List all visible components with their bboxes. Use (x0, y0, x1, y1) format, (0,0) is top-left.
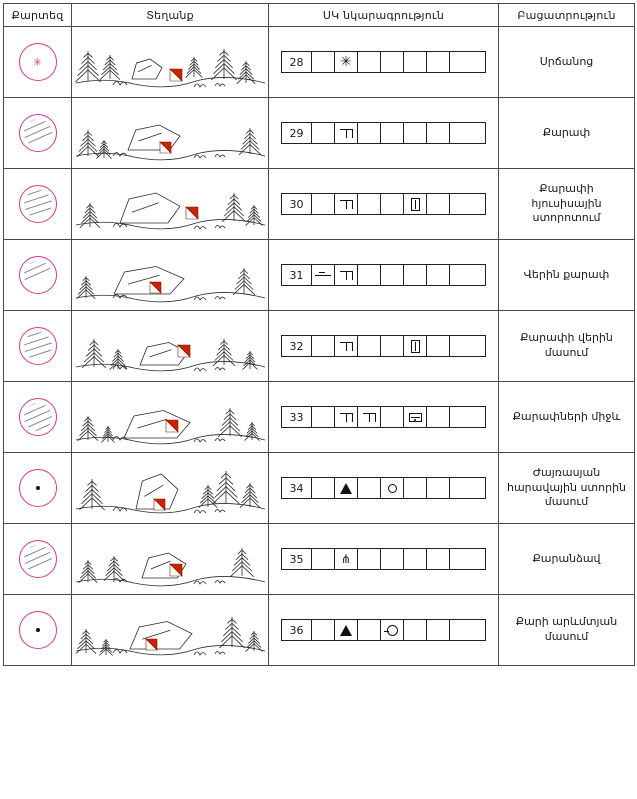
map-hatch-icon (24, 261, 52, 289)
cliff-icon (339, 129, 354, 138)
map-circle-symbol (19, 185, 57, 223)
map-circle-symbol (19, 540, 57, 578)
circle-wrapper (4, 540, 71, 578)
map-circle-symbol (19, 114, 57, 152)
map-circle-symbol (19, 43, 57, 81)
explanation-cell (499, 240, 635, 311)
terrain-cell (72, 240, 269, 311)
control-symbol-cell (427, 620, 450, 640)
control-symbol-cell (335, 478, 358, 498)
terrain-cell (72, 169, 269, 240)
control-symbol-cell (450, 620, 473, 640)
terrain-cell (72, 453, 269, 524)
control-symbol-cell (335, 549, 358, 569)
table-row (4, 98, 635, 169)
control-symbol-cell (404, 52, 427, 72)
control-symbol-cell (312, 407, 335, 427)
terrain-sketch (74, 313, 267, 379)
map-cell (4, 382, 72, 453)
map-circle-symbol (19, 327, 57, 365)
control-symbol-cell (450, 265, 473, 285)
explanation-text: Սրճանոց (539, 54, 594, 68)
control-symbol-cell (404, 620, 427, 640)
control-symbol-cell (358, 123, 381, 143)
control-symbol-cell (427, 336, 450, 356)
map-cell (4, 169, 72, 240)
foot-of-feature-icon (411, 340, 420, 353)
circle-wrapper (4, 469, 71, 507)
control-symbol-cell (404, 549, 427, 569)
map-cell (4, 524, 72, 595)
explanation-text: Քարափի հյուսիսային ստորոտում (531, 181, 602, 225)
circle-wrapper (4, 398, 71, 436)
control-symbol-cell (335, 265, 358, 285)
control-symbol-cell (381, 407, 404, 427)
column-header-terrain: Տեղանք (72, 4, 269, 27)
table-row (4, 169, 635, 240)
map-cell (4, 240, 72, 311)
table-row (4, 240, 635, 311)
map-circle-symbol (19, 398, 57, 436)
control-symbol-cell (358, 620, 381, 640)
control-description-cell (269, 27, 499, 98)
circle-wrapper (4, 114, 71, 152)
control-description-cell (269, 595, 499, 666)
map-circle-symbol (19, 611, 57, 649)
control-number: 31 (282, 265, 312, 285)
control-symbol-cell (381, 194, 404, 214)
map-cell (4, 98, 72, 169)
control-symbol-cell (312, 620, 335, 640)
terrain-cell (72, 98, 269, 169)
table-row (4, 382, 635, 453)
control-symbol-cell (312, 123, 335, 143)
control-description-cell (269, 453, 499, 524)
map-cell (4, 595, 72, 666)
map-hatch-icon (24, 119, 52, 147)
control-description-cell (269, 240, 499, 311)
map-dot-icon (36, 486, 40, 490)
control-symbol-cell (427, 265, 450, 285)
circle-tick-icon (387, 625, 398, 636)
control-symbol-cell (404, 336, 427, 356)
table-row (4, 27, 635, 98)
terrain-sketch (74, 455, 267, 521)
asterisk-icon: ✳ (340, 54, 352, 70)
terrain-cell (72, 382, 269, 453)
cliff-icon (339, 200, 354, 209)
control-symbol-cell (427, 123, 450, 143)
control-description-strip (281, 122, 486, 144)
control-symbol-cell (358, 549, 381, 569)
circle-wrapper (4, 43, 71, 81)
explanation-text: Քարափների միջև (512, 409, 621, 423)
control-symbol-cell (335, 52, 358, 72)
control-symbol-cell (381, 549, 404, 569)
upper-part-icon (315, 271, 331, 280)
terrain-cell (72, 27, 269, 98)
table-header-row (4, 4, 635, 27)
control-symbol-cell (335, 194, 358, 214)
control-symbol-cell (312, 265, 335, 285)
control-symbol-cell (312, 52, 335, 72)
map-circle-symbol (19, 256, 57, 294)
foot-of-feature-icon (411, 198, 420, 211)
control-symbol-cell (404, 407, 427, 427)
explanation-cell (499, 524, 635, 595)
triangle-icon (340, 483, 352, 494)
circle-wrapper (4, 256, 71, 294)
circle-icon (388, 484, 397, 493)
terrain-cell (72, 524, 269, 595)
between-features-icon (409, 413, 422, 422)
map-hatch-icon (24, 190, 52, 218)
control-symbol-cell (404, 265, 427, 285)
control-symbol-cell (450, 336, 473, 356)
map-cell (4, 453, 72, 524)
control-symbol-cell (381, 336, 404, 356)
control-description-strip (281, 406, 486, 428)
control-symbol-cell (381, 620, 404, 640)
control-symbol-cell (358, 265, 381, 285)
control-number: 35 (282, 549, 312, 569)
table-row (4, 453, 635, 524)
control-number: 30 (282, 194, 312, 214)
table-row (4, 524, 635, 595)
terrain-cell (72, 595, 269, 666)
map-hatch-icon (24, 403, 52, 431)
control-symbol-cell (427, 407, 450, 427)
control-symbol-cell (427, 478, 450, 498)
map-cell (4, 27, 72, 98)
terrain-sketch (74, 384, 267, 450)
control-symbol-cell (381, 265, 404, 285)
control-symbol-cell (335, 336, 358, 356)
control-symbol-cell (427, 52, 450, 72)
explanation-text: Քարափ (542, 125, 591, 139)
map-hatch-icon (24, 545, 52, 573)
terrain-sketch (74, 597, 267, 663)
control-symbol-cell (312, 478, 335, 498)
column-header-explanation: Բացատրություն (499, 4, 635, 27)
control-symbol-cell (450, 123, 473, 143)
explanation-cell (499, 382, 635, 453)
control-symbol-cell (335, 123, 358, 143)
control-number: 33 (282, 407, 312, 427)
cliff-icon (339, 271, 354, 280)
map-dot-icon (36, 628, 40, 632)
symbols-table (3, 3, 635, 666)
control-symbol-cell (450, 194, 473, 214)
control-number: 28 (282, 52, 312, 72)
explanation-text: Քարի արևմտյան մասում (515, 615, 618, 643)
control-symbol-cell (312, 336, 335, 356)
explanation-cell (499, 595, 635, 666)
circle-wrapper (4, 185, 71, 223)
control-symbol-cell (312, 194, 335, 214)
control-description-cell (269, 169, 499, 240)
map-cell (4, 311, 72, 382)
control-description-strip (281, 51, 486, 73)
control-description-cell (269, 382, 499, 453)
control-symbol-cell (358, 52, 381, 72)
control-symbol-cell (335, 620, 358, 640)
table-row (4, 595, 635, 666)
terrain-sketch (74, 242, 267, 308)
explanation-cell (499, 98, 635, 169)
map-asterisk-icon: ✳ (32, 55, 43, 69)
triangle-icon (340, 625, 352, 636)
control-symbol-cell (404, 194, 427, 214)
terrain-sketch (74, 526, 267, 592)
circle-wrapper (4, 611, 71, 649)
explanation-cell (499, 453, 635, 524)
control-symbol-cell (381, 52, 404, 72)
control-symbol-cell (358, 336, 381, 356)
explanation-cell (499, 311, 635, 382)
control-description-cell (269, 98, 499, 169)
control-number: 36 (282, 620, 312, 640)
control-symbol-cell (358, 478, 381, 498)
column-header-control-description: ՍԿ նկարագրություն (269, 4, 499, 27)
explanation-cell (499, 27, 635, 98)
control-symbol-cell (381, 478, 404, 498)
control-symbol-cell (358, 407, 381, 427)
cliff-icon (339, 413, 354, 422)
explanation-text: Քարանձավ (532, 551, 601, 565)
control-description-cell (269, 311, 499, 382)
map-circle-symbol (19, 469, 57, 507)
explanation-text: Քարափի վերին մասում (520, 331, 613, 359)
cliff-icon (362, 413, 377, 422)
map-hatch-icon (24, 332, 52, 360)
column-header-map: Քարտեզ (4, 4, 72, 27)
control-number: 29 (282, 123, 312, 143)
explanation-text: Ժայռասյան հարավային ստորին մասում (506, 465, 627, 509)
terrain-cell (72, 311, 269, 382)
control-symbol-cell (450, 478, 473, 498)
control-symbol-cell (358, 194, 381, 214)
control-symbol-cell (335, 407, 358, 427)
control-number: 34 (282, 478, 312, 498)
control-description-strip (281, 619, 486, 641)
control-description-strip (281, 193, 486, 215)
control-description-strip (281, 548, 486, 570)
control-symbol-cell (450, 52, 473, 72)
cliff-icon (339, 342, 354, 351)
explanation-cell (499, 169, 635, 240)
control-symbol-cell (450, 549, 473, 569)
control-symbol-cell (381, 123, 404, 143)
control-number: 32 (282, 336, 312, 356)
explanation-text: Վերին քարափ (523, 267, 610, 281)
control-description-strip (281, 477, 486, 499)
control-symbol-cell (404, 123, 427, 143)
terrain-sketch (74, 171, 267, 237)
control-description-strip (281, 335, 486, 357)
table-row (4, 311, 635, 382)
control-description-cell (269, 524, 499, 595)
control-symbol-cell (312, 549, 335, 569)
terrain-sketch (74, 100, 267, 166)
circle-wrapper (4, 327, 71, 365)
control-symbol-cell (427, 194, 450, 214)
cave-icon: ⋔ (340, 552, 352, 566)
control-description-strip (281, 264, 486, 286)
control-symbol-cell (450, 407, 473, 427)
control-symbol-cell (404, 478, 427, 498)
control-symbol-cell (427, 549, 450, 569)
terrain-sketch (74, 29, 267, 95)
